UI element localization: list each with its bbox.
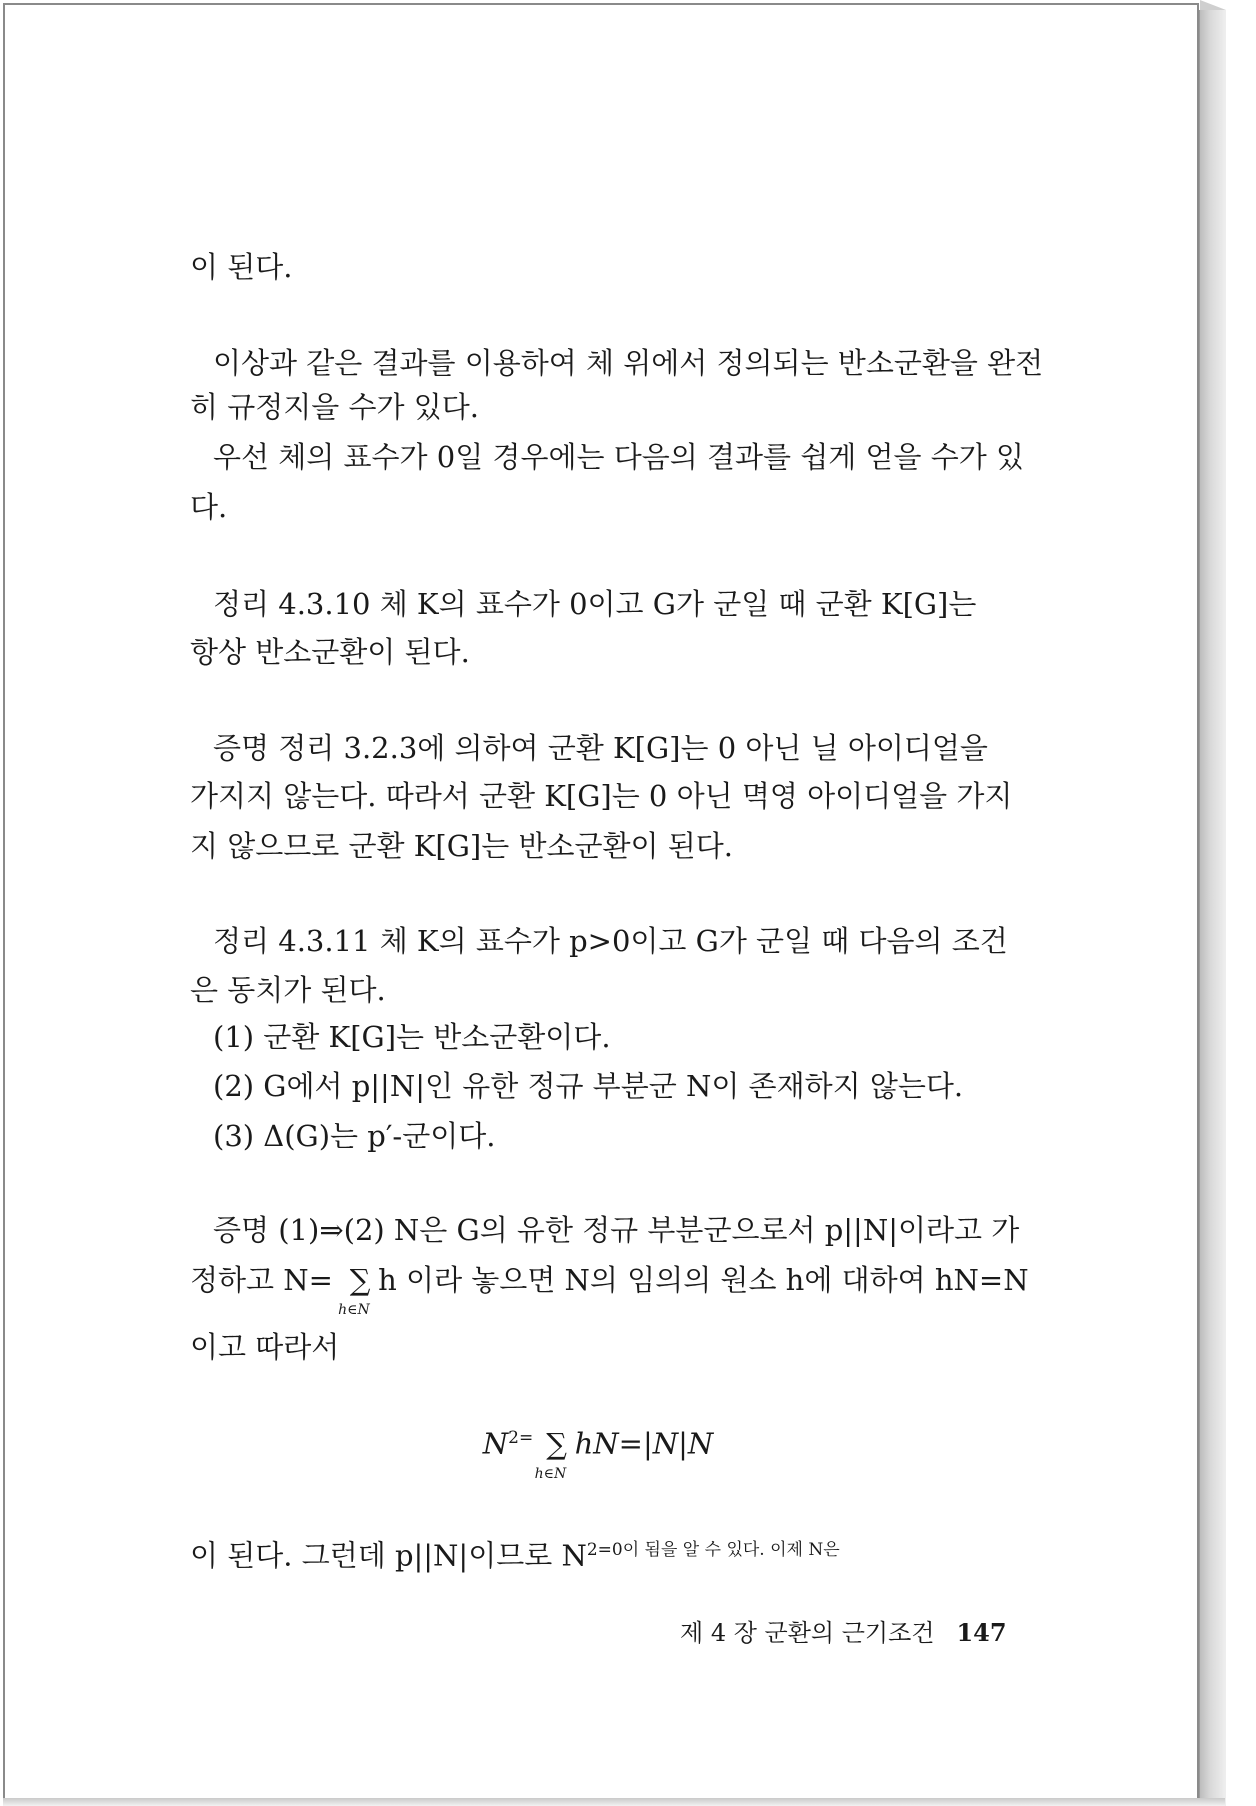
sum-symbol: ∑ <box>546 1426 567 1461</box>
text-line: 항상 반소군환이 된다. <box>190 635 470 669</box>
text-line: 우선 체의 표수가 0일 경우에는 다음의 결과를 쉽게 얻을 수가 있 <box>213 440 1024 474</box>
proof-heading-line: 증명 정리 3.2.3에 의하여 군환 K[G]는 0 아닌 닐 아이디얼을 <box>213 731 988 765</box>
theorem-4-3-11-heading: 정리 4.3.11 체 K의 표수가 p>0이고 G가 군일 때 다음의 조건 <box>213 924 1008 958</box>
text-line: 다. <box>190 490 228 524</box>
page-bottom-shadow <box>3 1798 1225 1806</box>
condition-2: (2) G에서 p||N|인 유한 정규 부분군 N이 존재하지 않는다. <box>213 1069 964 1103</box>
equation-fragment: N <box>482 1426 509 1461</box>
text-line: 은 동치가 된다. <box>190 973 386 1007</box>
text-line: 이상과 같은 결과를 이용하여 체 위에서 정의되는 반소군환을 완전 <box>213 346 1044 380</box>
sum-index: h∈N <box>534 1465 567 1482</box>
text-fragment: h 이라 놓으면 N의 임의의 원소 h에 대하여 hN=N <box>378 1263 1029 1297</box>
text-line: 이고 따라서 <box>190 1330 340 1364</box>
page-number: 147 <box>956 1618 1007 1647</box>
chapter-title: 제 4 장 군환의 근기조건 <box>680 1619 935 1647</box>
text-line: 지 않으므로 군환 K[G]는 반소군환이 된다. <box>190 829 733 863</box>
summation <box>534 1424 575 1482</box>
text-line <box>190 1530 840 1576</box>
text-line-with-sum <box>190 1260 1029 1318</box>
text-fragment: 2=0이 됨을 알 수 있다. 이제 N은 <box>586 1540 840 1560</box>
equation-fragment: 2= <box>508 1428 539 1448</box>
text-line: 히 규정지을 수가 있다. <box>190 390 479 424</box>
equation-fragment: hN=|N|N <box>574 1426 714 1461</box>
display-equation <box>0 1418 1196 1482</box>
text-line: 이 된다. <box>190 250 293 284</box>
text-line: 가지지 않는다. 따라서 군환 K[G]는 0 아닌 멱영 아이디얼을 가지 <box>190 779 1013 813</box>
condition-3: (3) Δ(G)는 p′-군이다. <box>213 1119 496 1153</box>
text-fragment: 정하고 N= <box>190 1263 343 1297</box>
sum-symbol: ∑ <box>349 1263 371 1297</box>
page-edge-shadow <box>1199 10 1226 1806</box>
condition-1: (1) 군환 K[G]는 반소군환이다. <box>213 1020 611 1054</box>
proof-heading-line: 증명 (1)⇒(2) N은 G의 유한 정규 부분군으로서 p||N|이라고 가 <box>213 1213 1020 1247</box>
text-fragment: 이 된다. 그런데 p||N|이므로 N <box>190 1538 587 1573</box>
summation <box>338 1260 378 1318</box>
theorem-4-3-10-heading: 정리 4.3.10 체 K의 표수가 0이고 G가 군일 때 군환 K[G]는 <box>213 587 977 621</box>
sum-index: h∈N <box>338 1302 370 1318</box>
page-footer <box>680 1613 1007 1648</box>
